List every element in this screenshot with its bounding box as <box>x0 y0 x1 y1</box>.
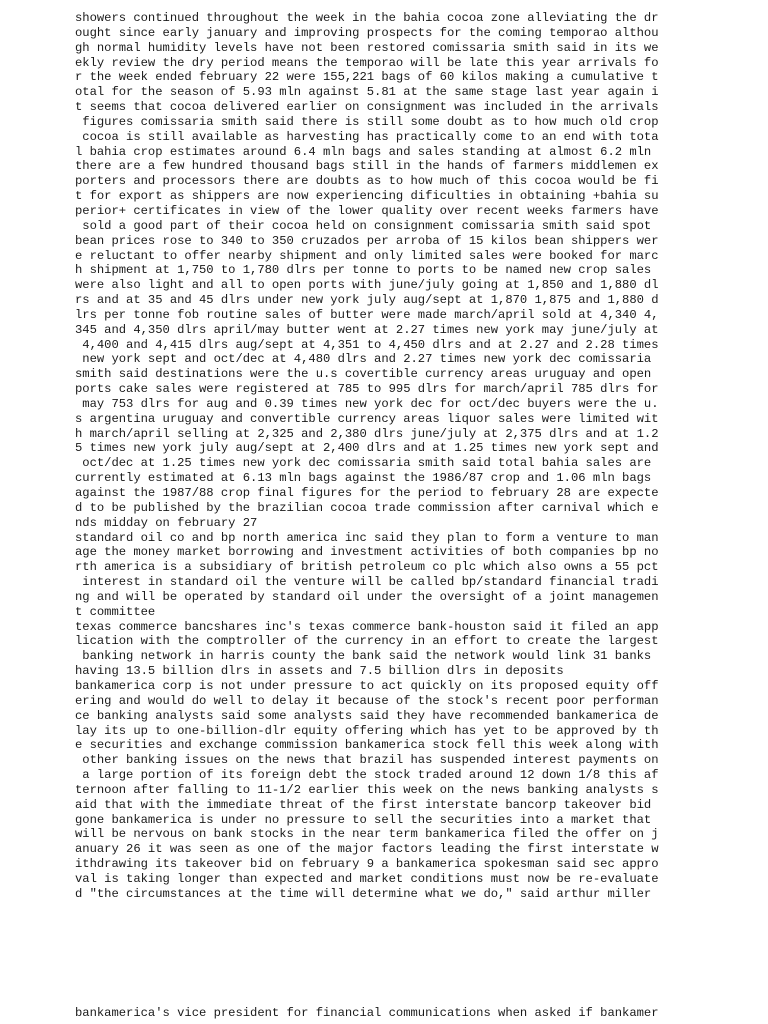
text-line: may 753 dlrs for aug and 0.39 times new york dec for oct/dec buyers were the u. <box>75 396 659 411</box>
text-line: bankamerica corp is not under pressure to act quickly on its proposed equity off <box>75 678 659 693</box>
text-line: bean prices rose to 340 to 350 cruzados per arroba of 15 kilos bean shippers wer <box>75 233 659 248</box>
text-line: were also light and all to open ports with june/july going at 1,850 and 1,880 dl <box>75 278 659 293</box>
text-line: 345 and 4,350 dlrs april/may butter went at 2.27 times new york may june/july at <box>75 322 659 337</box>
text-line: rth america is a subsidiary of british petroleum co plc which also owns a 55 pct <box>75 560 659 575</box>
text-line: porters and processors there are doubts as to how much of this cocoa would be fi <box>75 174 659 189</box>
text-line: anuary 26 it was seen as one of the major factors leading the first interstate w <box>75 842 659 857</box>
text-line: smith said destinations were the u.s covertible currency areas uruguay and open <box>75 367 652 382</box>
text-line: e reluctant to offer nearby shipment and only limited sales were booked for marc <box>75 248 659 263</box>
document-body <box>75 11 695 902</box>
text-line: lication with the comptroller of the currency in an effort to create the largest <box>75 634 659 649</box>
text-line: 5 times new york july aug/sept at 2,400 dlrs and at 1.25 times new york sept and <box>75 441 659 456</box>
text-line: s argentina uruguay and convertible currency areas liquor sales were limited wit <box>75 411 659 426</box>
text-line: d "the circumstances at the time will determine what we do," said arthur miller <box>75 886 652 901</box>
text-line: d to be published by the brazilian cocoa trade commission after carnival which e <box>75 500 659 515</box>
text-line: sold a good part of their cocoa held on consignment comissaria smith said spot <box>75 218 652 233</box>
text-line: against the 1987/88 crop final figures for the period to february 28 are expecte <box>75 486 659 500</box>
text-line: ports cake sales were registered at 785 to 995 dlrs for march/april 785 dlrs for <box>75 382 659 397</box>
text-line: gone bankamerica is under no pressure to sell the securities into a market that <box>75 812 652 827</box>
text-line: age the money market borrowing and investment activities of both companies bp no <box>75 545 659 560</box>
text-line: l bahia crop estimates around 6.4 mln bags and sales standing at almost 6.2 mln <box>75 144 652 159</box>
text-line: currently estimated at 6.13 mln bags against the 1986/87 crop and 1.06 mln bags <box>75 471 652 486</box>
text-line: lrs per tonne fob routine sales of butter were made march/april sold at 4,340 4, <box>75 307 659 322</box>
text-line: ought since early january and improving prospects for the coming temporao althou <box>75 25 659 40</box>
text-line: t for export as shippers are now experiencing dificulties in obtaining +bahia su <box>75 189 659 204</box>
text-line: oct/dec at 1.25 times new york dec comissaria smith said total bahia sales are <box>75 456 652 471</box>
text-line: ternoon after falling to 11-1/2 earlier this week on the news banking analysts s <box>75 782 659 797</box>
text-line: r the week ended february 22 were 155,221 bags of 60 kilos making a cumulative t <box>75 70 659 85</box>
text-line: interest in standard oil the venture will be called bp/standard financial tradi <box>75 575 659 590</box>
text-line: perior+ certificates in view of the lower quality over recent weeks farmers have <box>75 203 659 218</box>
text-line: gh normal humidity levels have not been restored comissaria smith said in its we <box>75 40 659 55</box>
text-line: 4,400 and 4,415 dlrs aug/sept at 4,351 to 4,450 dlrs and at 2.27 and 2.28 times <box>75 337 659 352</box>
text-line: there are a few hundred thousand bags still in the hands of farmers middlemen ex <box>75 159 659 174</box>
text-line: standard oil co and bp north america inc said they plan to form a venture to man <box>75 530 659 545</box>
text-line: nds midday on february 27 <box>75 515 258 530</box>
text-line: ekly review the dry period means the temporao will be late this year arrivals fo <box>75 55 659 70</box>
text-line: will be nervous on bank stocks in the near term bankamerica filed the offer on j <box>75 827 659 842</box>
text-line: otal for the season of 5.93 mln against 5.81 at the same stage last year again i <box>75 85 659 100</box>
text-line: ering and would do well to delay it because of the stock's recent poor performan <box>75 693 659 708</box>
text-line: ithdrawing its takeover bid on february 9 a bankamerica spokesman said sec appro <box>75 857 659 872</box>
text-line: aid that with the immediate threat of the first interstate bancorp takeover bid <box>75 797 652 812</box>
text-line: other banking issues on the news that brazil has suspended interest payments on <box>75 753 659 768</box>
text-line: showers continued throughout the week in the bahia cocoa zone alleviating the dr <box>75 11 659 25</box>
text-line: new york sept and oct/dec at 4,480 dlrs and 2.27 times new york dec comissaria <box>75 352 652 367</box>
text-line: e securities and exchange commission bankamerica stock fell this week along with <box>75 738 659 753</box>
text-line: ng and will be operated by standard oil under the oversight of a joint managemen <box>75 589 659 604</box>
text-line: banking network in harris county the bank said the network would link 31 banks <box>75 649 652 664</box>
text-line: figures comissaria smith said there is still some doubt as to how much old crop <box>75 114 659 129</box>
text-line: cocoa is still available as harvesting has practically come to an end with tota <box>75 129 659 144</box>
document-continuation-line: bankamerica's vice president for financial communications when asked if bankamer <box>75 1006 659 1020</box>
text-line: having 13.5 billion dlrs in assets and 7.5 billion dlrs in deposits <box>75 664 564 679</box>
text-line: rs and at 35 and 45 dlrs under new york july aug/sept at 1,870 1,875 and 1,880 d <box>75 293 659 308</box>
text-line: val is taking longer than expected and market conditions must now be re-evaluate <box>75 871 659 886</box>
text-line: t seems that cocoa delivered earlier on consignment was included in the arrivals <box>75 100 659 115</box>
text-line: h shipment at 1,750 to 1,780 dlrs per tonne to ports to be named new crop sales <box>75 263 652 278</box>
text-line: lay its up to one-billion-dlr equity offering which has yet to be approved by th <box>75 723 659 738</box>
text-line: texas commerce bancshares inc's texas commerce bank-houston said it filed an app <box>75 619 659 634</box>
text-line: ce banking analysts said some analysts said they have recommended bankamerica de <box>75 708 659 723</box>
text-line: t committee <box>75 604 156 619</box>
text-line: a large portion of its foreign debt the stock traded around 12 down 1/8 this af <box>75 768 659 783</box>
text-line: h march/april selling at 2,325 and 2,380 dlrs june/july at 2,375 dlrs and at 1.2 <box>75 426 659 441</box>
